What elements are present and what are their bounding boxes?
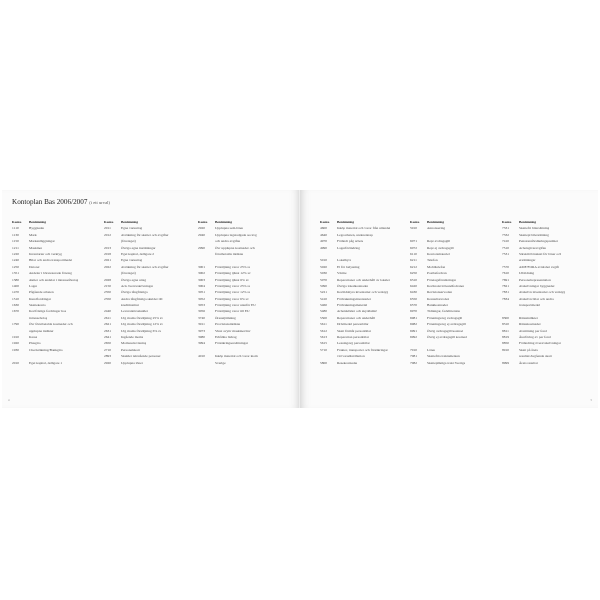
account-desc: Skattefria traktamenten <box>427 354 460 359</box>
account-desc: Utg moms försäljning 6% sv <box>121 328 162 333</box>
account-code: 5410 <box>320 296 327 301</box>
account-desc: Avräkning för skatter och avgifter <box>121 232 169 237</box>
account-code: 3004 <box>198 283 205 288</box>
account-desc: Skattepl bilersättning <box>519 232 549 237</box>
account-desc: Provisionsintäkter <box>215 322 241 327</box>
page-title: Kontoplan Bas 2006/2007 (i ett urval) <box>12 198 110 206</box>
header-desc: Benämning <box>121 220 139 224</box>
account-desc: Avsättning per fond <box>519 328 547 333</box>
account-desc: Inköp material och varor inom <box>215 354 258 359</box>
account-column <box>502 219 594 366</box>
account-code: 2013 <box>104 245 111 250</box>
account-desc: (företaget) <box>121 271 136 276</box>
account-code: 7691 <box>502 277 509 282</box>
account-code: 5800 <box>320 360 327 365</box>
account-desc: Särskild lönskatt för löner och <box>519 251 562 256</box>
account-code: 1670 <box>12 309 19 314</box>
account-desc: Byggnader <box>29 226 45 231</box>
account-desc: Andelar i börsnoterade företag <box>29 271 72 276</box>
account-desc: Ränteintäkter <box>519 315 538 320</box>
account-code: 6072 <box>410 245 417 250</box>
account-desc: Eget kapital, delägare 2 <box>121 251 155 256</box>
account-desc: Kortinatsvid kundfodraner <box>427 283 465 288</box>
account-code: 2022 <box>104 264 111 269</box>
account-code: 6110 <box>410 251 417 256</box>
account-code: 2710 <box>104 347 111 352</box>
account-desc: Utbildning <box>519 271 535 276</box>
account-code: 6991 <box>410 328 417 333</box>
account-code: 3056 <box>198 309 205 314</box>
account-desc: Arbetsgivaravgifter <box>519 245 547 250</box>
account-desc: Lagerförändring <box>337 245 360 250</box>
account-desc: Kundfordringar <box>29 296 51 301</box>
account-code: 3053 <box>198 303 205 308</box>
account-desc: Försäljning varor till EU <box>215 309 250 314</box>
account-desc: Värme <box>337 271 347 276</box>
account-code: 5460 <box>320 303 327 308</box>
account-code: 4970 <box>320 239 327 244</box>
header-desc: Benämning <box>29 220 47 224</box>
account-desc: Företagsförsäkringar <box>427 277 457 282</box>
account-code: 2641 <box>104 335 111 340</box>
account-desc: Reparationer och underhåll <box>337 315 376 320</box>
header-code: Konto <box>320 220 330 224</box>
account-code: 5221 <box>320 290 327 295</box>
account-code: 7332 <box>502 232 509 237</box>
account-desc: Postbefordran <box>427 271 447 276</box>
account-code: 2011 <box>104 226 111 231</box>
account-code: 7082 <box>410 360 417 365</box>
account-code: 3051 <box>198 290 205 295</box>
account-code: 6550 <box>410 296 417 301</box>
account-code: 1790 <box>12 322 19 327</box>
account-code: 7010 <box>410 347 417 352</box>
account-code: 4010 <box>198 354 205 359</box>
account-code: 1470 <box>12 290 19 295</box>
account-desc: Konsultarvoden <box>427 296 450 301</box>
account-desc: Skatt förmåt personbilar <box>337 328 372 333</box>
account-code: 7331 <box>502 226 509 231</box>
account-desc: Inköp material och varor från utlandet <box>337 226 391 231</box>
account-code: 1930 <box>12 347 19 352</box>
account-desc: Bankkostnader <box>427 303 448 308</box>
account-code: 7410 <box>502 239 509 244</box>
account-desc: Föreningsavg avdragsgill <box>427 315 463 320</box>
account-code: 1400 <box>12 283 19 288</box>
account-desc: Förändr påg arbete <box>337 239 364 244</box>
page-number: 5 <box>590 398 592 402</box>
account-code: 5612 <box>320 328 327 333</box>
account-desc: Försäljning varor 6% sv <box>215 296 249 301</box>
account-code: 8819 <box>502 335 509 340</box>
account-desc: Kontorsmateriel <box>427 251 450 256</box>
account-desc: Legoarbeten, underentrep <box>337 232 373 237</box>
account-desc: Vinst avyttr maskiner/inv <box>215 328 251 333</box>
account-row <box>198 360 294 366</box>
account-code: 1380 <box>12 277 19 282</box>
right-page <box>300 190 598 408</box>
header-desc: Benämning <box>337 220 355 224</box>
account-desc: Momsredovisning <box>121 341 147 346</box>
account-code: 5020 <box>320 264 327 269</box>
account-code: 6982 <box>410 322 417 327</box>
account-code: 8850 <box>502 341 509 346</box>
account-desc: ersättningar <box>519 258 536 263</box>
account-code: 2990 <box>198 245 205 250</box>
account-desc: (företaget) <box>121 239 136 244</box>
account-code: 1240 <box>12 258 19 263</box>
account-desc: Leasingavg personbilar <box>337 341 370 346</box>
account-desc: Skattefri bilersättning <box>519 226 550 231</box>
account-code: 6071 <box>410 239 417 244</box>
header-desc: Benämning <box>427 220 445 224</box>
account-code: 2440 <box>104 309 111 314</box>
account-desc: Kortfristiga fordringar hos <box>29 309 67 314</box>
account-code: 5090 <box>320 283 327 288</box>
account-desc: Telefon <box>427 258 438 263</box>
account-code: 6570 <box>410 303 417 308</box>
header-code: Konto <box>410 220 420 224</box>
header-code: Konto <box>502 220 512 224</box>
account-code: 2021 <box>104 258 111 263</box>
account-code: 8310 <box>502 322 509 327</box>
account-desc: Revisionsarvoden <box>427 290 453 295</box>
account-desc: Korttidshyra inventarier och verktyg <box>337 290 389 295</box>
account-desc: Övriga lokalkostnader <box>337 283 369 288</box>
account-code: 3001 <box>198 264 205 269</box>
account-desc: vid varudistribution <box>337 354 365 359</box>
account-desc: Försäljning varor utanför EU <box>215 303 256 308</box>
account-code: 2621 <box>104 322 111 327</box>
account-code: 7831 <box>502 290 509 295</box>
account-desc: Erhållna bidrag <box>215 335 237 340</box>
account-code: 8811 <box>502 328 509 333</box>
account-code: 3911 <box>198 322 205 327</box>
account-code: 8910 <box>502 347 509 352</box>
account-desc: Ingående moms <box>121 335 144 340</box>
account-code: 7081 <box>410 354 417 359</box>
account-code: 1920 <box>12 341 19 346</box>
account-code: 3980 <box>198 335 205 340</box>
header-code: Konto <box>198 220 208 224</box>
account-column <box>12 219 102 366</box>
account-code: 5030 <box>320 271 327 276</box>
account-desc: Plusgiro <box>29 341 41 346</box>
account-code: 6981 <box>410 315 417 320</box>
account-code: 7821 <box>502 283 509 288</box>
account-desc: Övriga egna uttag <box>121 277 147 282</box>
account-desc: Skattekonto <box>29 303 46 308</box>
account-desc: Utg moms försäljning 25% sv <box>121 315 163 320</box>
account-desc: Övr förutbetalda kostnader och <box>29 322 73 327</box>
account-desc: Avräkning för skatter och avgifter <box>121 264 169 269</box>
account-column <box>320 219 424 366</box>
account-code: 1910 <box>12 335 19 340</box>
account-code: 1220 <box>12 251 19 256</box>
account-code: 2631 <box>104 328 111 333</box>
account-code: 4640 <box>320 232 327 237</box>
account-desc: Övriga långfristiga <box>121 290 148 295</box>
account-code: 7531 <box>502 251 509 256</box>
account-code: 1510 <box>12 296 19 301</box>
account-code: 5070 <box>320 277 327 282</box>
account-desc: Skatt på årets <box>519 347 538 352</box>
account-desc: Resekostnader <box>337 360 358 365</box>
account-code: 1110 <box>12 226 19 231</box>
account-code: 5710 <box>320 347 327 352</box>
account-code: 1351 <box>12 271 19 276</box>
account-desc: Avskrivn inventarier och verktyg <box>519 290 566 295</box>
account-code: 5500 <box>320 315 327 320</box>
account-desc: Checkräkning/Bankgiro <box>29 347 63 352</box>
account-row <box>104 360 196 366</box>
account-code <box>198 360 215 366</box>
account-desc: Tidningar, facklitteratur <box>427 309 461 314</box>
account-desc: Utg moms försäljning 12% sv <box>121 322 163 327</box>
account-desc: Föreningsavg ej avdragsgill <box>427 322 466 327</box>
account-desc: Förbrukningsmaterial <box>337 303 368 308</box>
account-row <box>410 360 502 366</box>
account-desc: intressebolag <box>29 315 48 320</box>
account-desc: Markanläggningar <box>29 239 55 244</box>
account-desc: Upplupna lagstadgade socavg <box>215 232 257 237</box>
account-code: 6992 <box>410 335 417 340</box>
account-code: 3002 <box>198 271 205 276</box>
account-desc: upplupna intäkter <box>29 328 54 333</box>
account-desc: kreditinstitut <box>121 303 139 308</box>
account-desc: Löner <box>427 347 436 352</box>
account-code: 6310 <box>410 277 417 282</box>
account-code: 6212 <box>410 264 417 269</box>
account-desc: Frakter, transporter och försäkringar <box>337 347 388 352</box>
account-desc: Räntekostnader <box>519 322 541 327</box>
account-code: 8300 <box>502 315 509 320</box>
account-desc: Försäkringsersättningar <box>215 341 249 346</box>
account-desc: Avskrivn bilar och andra <box>519 296 554 301</box>
account-code: 2650 <box>104 341 111 346</box>
account-code: 4600 <box>320 226 327 231</box>
account-desc: Sverige <box>215 360 226 365</box>
account-code: 5910 <box>410 226 417 231</box>
account-code: 6430 <box>410 290 417 295</box>
account-desc: Upplupna sem.löner <box>215 226 244 231</box>
open-book <box>0 190 600 410</box>
account-code: 6250 <box>410 271 417 276</box>
account-code: 3052 <box>198 296 205 301</box>
account-code: 7610 <box>502 271 509 276</box>
account-code: 2920 <box>198 226 205 231</box>
account-code: 1211 <box>12 245 19 250</box>
account-code: 5615 <box>320 341 327 346</box>
account-desc: Datorer <box>29 264 40 269</box>
account-code: 5611 <box>320 322 327 327</box>
account-desc: Mark <box>29 232 37 237</box>
account-code: 1630 <box>12 303 19 308</box>
account-desc: Skulder närstående personer <box>121 354 161 359</box>
account-desc: Reparationer och underhåll av lokaler <box>337 277 390 282</box>
account-desc: Övrig avdragsgill kostnad <box>427 328 464 333</box>
left-page <box>2 190 300 408</box>
account-desc: förutbetalda intäkter <box>215 251 244 256</box>
account-code: 3973 <box>198 328 205 333</box>
account-code: 3003 <box>198 277 205 282</box>
account-desc: Bilar och andra transportmedel <box>29 258 73 263</box>
page-number: 4 <box>8 398 10 402</box>
account-desc: Försäljning tjänst 12% sv <box>215 271 251 276</box>
account-desc: Återföring av per fond <box>519 335 551 340</box>
header-desc: Benämning <box>215 220 233 224</box>
account-row <box>502 360 594 366</box>
account-code: 1250 <box>12 264 19 269</box>
header-code: Konto <box>104 220 114 224</box>
account-desc: Andra långfristiga skulder till <box>121 296 163 301</box>
account-desc: Försäljning varor 25% sv <box>215 264 251 269</box>
account-desc: Försäljning varor 25% sv <box>215 283 251 288</box>
account-desc: Förbrukningsinventarier <box>337 296 372 301</box>
account-desc: El för belysning <box>337 264 360 269</box>
account-desc: resultat/Avgående skatt <box>519 354 552 359</box>
account-code: 2010 <box>12 360 19 365</box>
account-code: 2611 <box>104 315 111 320</box>
account-desc: Mobiltelefon <box>427 264 446 269</box>
account-desc: transportmedel <box>519 303 540 308</box>
account-desc: Förändring överavskrivningar <box>519 341 561 346</box>
account-code: 5480 <box>320 309 327 314</box>
account-code: 6970 <box>410 309 417 314</box>
account-desc: Ack överavskrivningar <box>121 283 154 288</box>
account-desc: Försäljning tjänst 6% sv <box>215 277 249 282</box>
account-code: 7834 <box>502 296 509 301</box>
account-desc: Reparation personbilar <box>337 335 369 340</box>
account-code: 1130 <box>12 232 19 237</box>
account-desc: Upplupna löner <box>121 360 143 365</box>
account-code: 2893 <box>104 354 111 359</box>
account-code: 2150 <box>104 283 111 288</box>
account-code: 2920 <box>104 360 111 365</box>
account-desc: Skattepliktiga trakt Sverige <box>427 360 466 365</box>
account-code: 5010 <box>320 258 327 263</box>
account-desc: Inventarier och verktyg <box>29 251 62 256</box>
account-code: 2018 <box>104 251 111 256</box>
account-desc: Personalrepresentation <box>519 277 551 282</box>
account-desc: Lager <box>29 283 38 288</box>
account-code: 3994 <box>198 341 205 346</box>
page-subtitle: (i ett urval) <box>89 200 110 205</box>
account-code: 2940 <box>198 232 205 237</box>
account-code: 4990 <box>320 245 327 250</box>
account-desc: Egna varuuttag <box>121 258 143 263</box>
account-code: 2350 <box>104 290 111 295</box>
account-code: 5613 <box>320 335 327 340</box>
account-desc: Avskrivningar byggnader <box>519 283 555 288</box>
account-code: 3740 <box>198 315 205 320</box>
account-column <box>410 219 502 366</box>
header-code: Konto <box>12 220 22 224</box>
account-desc: Övr upplupna kostnader och <box>215 245 255 250</box>
account-row <box>12 360 102 366</box>
account-desc: Egna varuuttag <box>121 226 143 231</box>
account-desc: Annonsering <box>427 226 446 231</box>
account-code: 2350 <box>104 296 111 301</box>
account-desc: Övriga egna insättningar <box>121 245 156 250</box>
account-desc: Pensionsförsäkringspremier <box>519 239 559 244</box>
account-column <box>198 219 294 366</box>
account-code: 2012 <box>104 232 111 237</box>
account-row <box>320 360 424 366</box>
account-code: 6211 <box>410 258 417 263</box>
account-desc: Drivmedel personbilar <box>337 322 369 327</box>
account-code: 8999 <box>502 360 509 365</box>
account-desc: Pågående arbeten <box>29 290 54 295</box>
account-desc: Årets resultat <box>519 360 538 365</box>
account-desc: Försäljning varor 12% sv <box>215 290 251 295</box>
account-desc: Personalskatt <box>121 347 140 352</box>
account-desc: Kassa <box>29 335 38 340</box>
account-code: 7510 <box>502 245 509 250</box>
account-desc: Leverantörsskulder <box>121 309 149 314</box>
account-column <box>104 219 196 366</box>
account-desc: Maskiner <box>29 245 43 250</box>
account-code: 7570 <box>502 264 509 269</box>
account-code: 1150 <box>12 239 19 244</box>
account-desc: Lokalhyra <box>337 258 352 263</box>
account-code: 2028 <box>104 277 111 282</box>
account-desc: Övrig ej avdragsgill kostnad <box>427 335 467 340</box>
account-desc: Aktier och andelar i intresseföretag <box>29 277 79 282</box>
account-desc: Repr ej avdragsgill <box>427 245 454 250</box>
account-desc: Arbetskläder och skyddsmtrl <box>337 309 378 314</box>
account-desc: Eget kapital, delägare 1 <box>29 360 63 365</box>
header-desc: Benämning <box>519 220 537 224</box>
account-code: 6420 <box>410 283 417 288</box>
account-desc: Öresutjämning <box>215 315 236 320</box>
account-desc: AMF/FORA avtalsbet avgift <box>519 264 560 269</box>
account-desc: Repr avdragsgill <box>427 239 451 244</box>
account-desc: och andra avgifter <box>215 239 241 244</box>
